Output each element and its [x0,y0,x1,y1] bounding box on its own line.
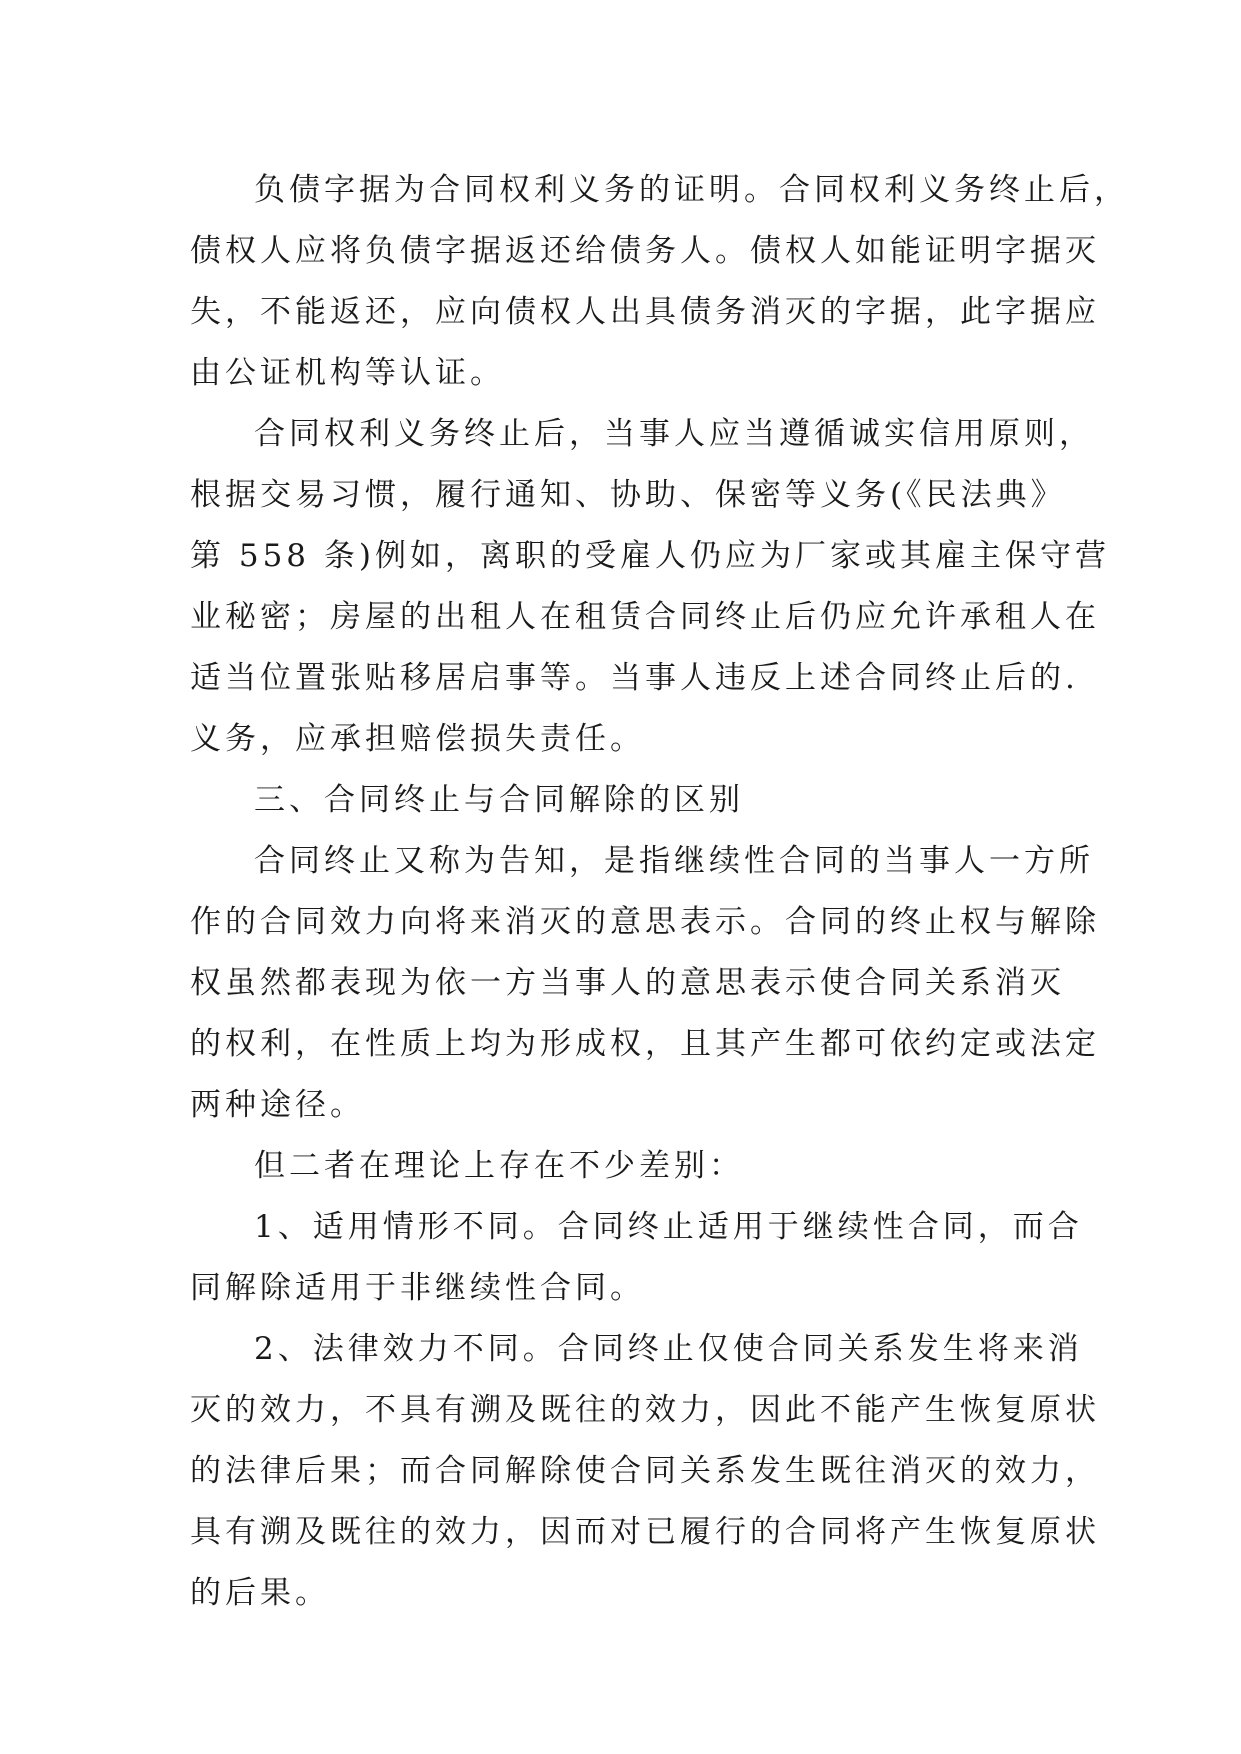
paragraph-line: 失，不能返还，应向债权人出具债务消灭的字据，此字据应 [190,294,1100,330]
list-item-line: 的后果。 [190,1575,330,1611]
list-item-line: 同解除适用于非继续性合同。 [190,1270,645,1306]
paragraph-line: 根据交易习惯，履行通知、协助、保密等义务(《民法典》 [190,477,1066,513]
list-item-line: 1、适用情形不同。合同终止适用于继续性合同，而合 [254,1209,1083,1245]
paragraph-line: 作的合同效力向将来消灭的意思表示。合同的终止权与解除 [190,904,1100,940]
paragraph-line: 业秘密；房屋的出租人在租赁合同终止后仍应允许承租人在 [190,599,1100,635]
list-item-line: 的法律后果；而合同解除使合同关系发生既往消灭的效力， [190,1453,1100,1489]
list-item-line: 灭的效力，不具有溯及既往的效力，因此不能产生恢复原状 [190,1392,1100,1428]
paragraph-line: 债权人应将负债字据返还给债务人。债权人如能证明字据灭 [190,233,1100,269]
paragraph-line: 权虽然都表现为依一方当事人的意思表示使合同关系消灭 [190,965,1065,1001]
list-item-line: 2、法律效力不同。合同终止仅使合同关系发生将来消 [254,1331,1083,1367]
paragraph-line: 由公证机构等认证。 [190,355,505,391]
paragraph-line: 合同终止又称为告知，是指继续性合同的当事人一方所 [254,843,1094,879]
paragraph-line: 义务，应承担赔偿损失责任。 [190,721,645,757]
paragraph-line: 但二者在理论上存在不少差别： [254,1148,744,1184]
paragraph-line: 两种途径。 [190,1087,365,1123]
paragraph-line: 第 558 条)例如，离职的受雇人仍应为厂家或其雇主保守营 [190,538,1110,574]
paragraph-line: 的权利，在性质上均为形成权，且其产生都可依约定或法定 [190,1026,1100,1062]
section-heading: 三、合同终止与合同解除的区别 [254,782,744,818]
list-item-line: 具有溯及既往的效力，因而对已履行的合同将产生恢复原状 [190,1514,1100,1550]
paragraph-line: 合同权利义务终止后，当事人应当遵循诚实信用原则， [254,416,1094,452]
document-body [190,160,1129,1624]
paragraph-line: 负债字据为合同权利义务的证明。合同权利义务终止后， [254,172,1129,208]
paragraph-line: 适当位置张贴移居启事等。当事人违反上述合同终止后的. [190,660,1079,696]
